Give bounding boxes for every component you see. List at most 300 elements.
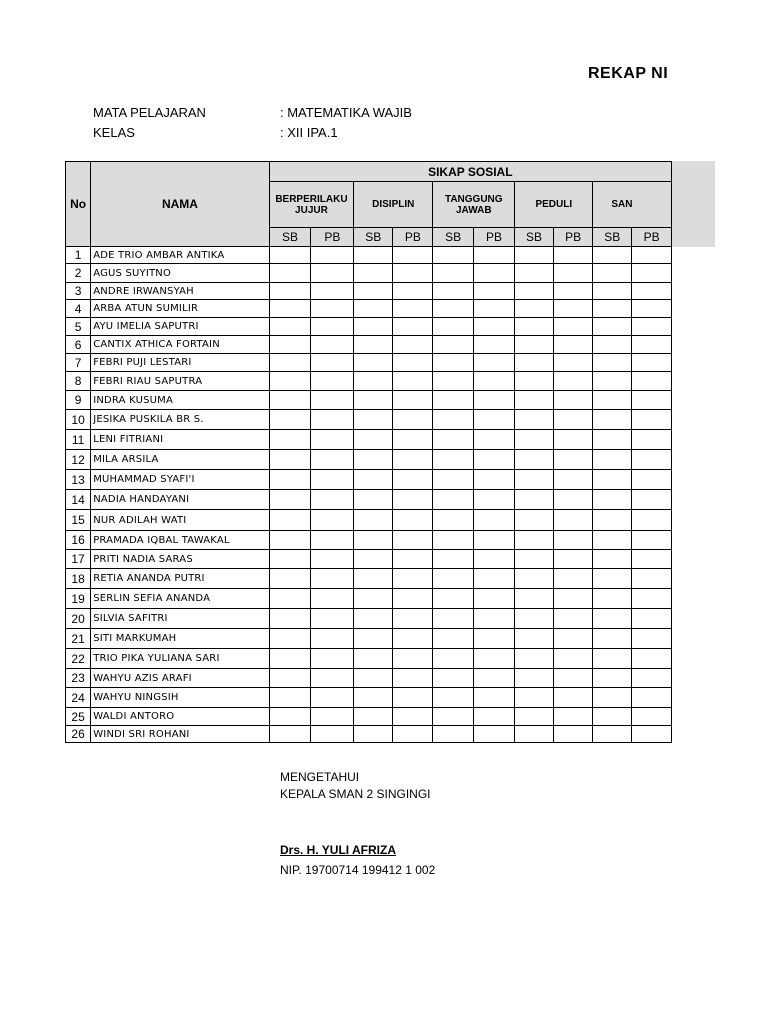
score-cell[interactable] [473, 450, 514, 470]
score-cell[interactable] [433, 550, 473, 569]
score-cell[interactable] [433, 669, 473, 688]
score-cell[interactable] [269, 430, 311, 450]
score-cell[interactable] [433, 569, 473, 589]
table-row [66, 609, 672, 629]
score-cell[interactable] [269, 550, 311, 569]
score-cell[interactable] [473, 300, 514, 318]
score-cell[interactable] [632, 629, 672, 649]
score-cell[interactable] [393, 589, 433, 609]
score-cell[interactable] [553, 688, 592, 708]
score-cell[interactable] [433, 531, 473, 550]
row-number: 10 [66, 410, 91, 430]
table-row [66, 247, 672, 264]
score-cell[interactable] [393, 354, 433, 372]
score-cell[interactable] [311, 531, 354, 550]
score-cell[interactable] [473, 391, 514, 410]
score-cell[interactable] [311, 629, 354, 649]
score-cell[interactable] [354, 569, 393, 589]
score-cell[interactable] [269, 629, 311, 649]
score-cell[interactable] [269, 372, 311, 391]
score-cell[interactable] [311, 726, 354, 743]
score-cell[interactable] [632, 490, 672, 510]
score-cell[interactable] [553, 726, 592, 743]
score-cell[interactable] [433, 649, 473, 669]
score-cell[interactable] [593, 531, 632, 550]
score-cell[interactable] [632, 430, 672, 450]
score-cell[interactable] [433, 372, 473, 391]
score-cell[interactable] [593, 649, 632, 669]
score-cell[interactable] [433, 430, 473, 450]
row-number: 18 [66, 569, 91, 589]
score-cell[interactable] [269, 589, 311, 609]
score-cell[interactable] [553, 550, 592, 569]
score-cell[interactable] [515, 629, 554, 649]
score-cell[interactable] [473, 669, 514, 688]
score-cell[interactable] [433, 589, 473, 609]
score-cell[interactable] [632, 354, 672, 372]
score-cell[interactable] [473, 430, 514, 450]
score-cell[interactable] [593, 629, 632, 649]
score-cell[interactable] [473, 264, 514, 283]
footer-acknowledge: MENGETAHUI [280, 770, 360, 784]
score-cell[interactable] [354, 391, 393, 410]
score-cell[interactable] [311, 410, 354, 430]
score-cell[interactable] [473, 283, 514, 300]
student-name: ANDRE IRWANSYAH [91, 283, 269, 300]
score-cell[interactable] [311, 300, 354, 318]
score-cell[interactable] [473, 609, 514, 629]
score-cell[interactable] [354, 669, 393, 688]
student-name: FEBRI RIAU SAPUTRA [91, 372, 269, 391]
score-cell[interactable] [269, 569, 311, 589]
score-cell[interactable] [269, 354, 311, 372]
row-number: 11 [66, 430, 91, 450]
score-cell[interactable] [553, 450, 592, 470]
row-number: 17 [66, 550, 91, 569]
score-cell[interactable] [593, 470, 632, 490]
score-cell[interactable] [433, 354, 473, 372]
score-cell[interactable] [393, 510, 433, 531]
score-cell[interactable] [473, 708, 514, 726]
score-cell[interactable] [269, 470, 311, 490]
score-cell[interactable] [269, 510, 311, 531]
score-cell[interactable] [354, 490, 393, 510]
score-cell[interactable] [473, 470, 514, 490]
table-row [66, 470, 672, 490]
score-cell[interactable] [433, 318, 473, 336]
score-cell[interactable] [515, 688, 554, 708]
score-cell[interactable] [632, 669, 672, 688]
score-cell[interactable] [433, 726, 473, 743]
score-cell[interactable] [393, 649, 433, 669]
score-cell[interactable] [269, 450, 311, 470]
score-cell[interactable] [632, 726, 672, 743]
score-cell[interactable] [515, 336, 554, 354]
score-cell[interactable] [269, 649, 311, 669]
score-cell[interactable] [593, 391, 632, 410]
score-cell[interactable] [311, 609, 354, 629]
score-cell[interactable] [311, 669, 354, 688]
score-cell[interactable] [473, 629, 514, 649]
score-cell[interactable] [553, 470, 592, 490]
score-cell[interactable] [311, 336, 354, 354]
score-cell[interactable] [632, 318, 672, 336]
score-cell[interactable] [593, 688, 632, 708]
row-number: 7 [66, 354, 91, 372]
score-cell[interactable] [553, 649, 592, 669]
score-cell[interactable] [515, 589, 554, 609]
score-cell[interactable] [433, 629, 473, 649]
score-cell[interactable] [269, 708, 311, 726]
score-cell[interactable] [433, 510, 473, 531]
score-cell[interactable] [632, 470, 672, 490]
score-cell[interactable] [632, 372, 672, 391]
score-cell[interactable] [473, 410, 514, 430]
score-cell[interactable] [311, 649, 354, 669]
score-cell[interactable] [553, 669, 592, 688]
score-cell[interactable] [515, 569, 554, 589]
score-cell[interactable] [393, 609, 433, 629]
student-name: WALDI ANTORO [91, 708, 269, 726]
score-cell[interactable] [311, 283, 354, 300]
score-cell[interactable] [354, 283, 393, 300]
score-cell[interactable] [593, 336, 632, 354]
score-cell[interactable] [433, 300, 473, 318]
score-cell[interactable] [593, 450, 632, 470]
score-cell[interactable] [269, 336, 311, 354]
score-cell[interactable] [473, 336, 514, 354]
score-cell[interactable] [515, 391, 554, 410]
score-cell[interactable] [593, 550, 632, 569]
score-cell[interactable] [393, 531, 433, 550]
score-cell[interactable] [393, 300, 433, 318]
row-number: 20 [66, 609, 91, 629]
header-tanggung-jawab: TANGGUNG JAWAB [433, 182, 515, 228]
score-cell[interactable] [515, 531, 554, 550]
score-cell[interactable] [393, 410, 433, 430]
score-cell[interactable] [593, 708, 632, 726]
score-cell[interactable] [632, 410, 672, 430]
score-cell[interactable] [393, 550, 433, 569]
score-cell[interactable] [515, 410, 554, 430]
score-cell[interactable] [311, 569, 354, 589]
score-cell[interactable] [311, 354, 354, 372]
score-cell[interactable] [269, 300, 311, 318]
score-cell[interactable] [632, 688, 672, 708]
score-cell[interactable] [553, 391, 592, 410]
score-cell[interactable] [632, 283, 672, 300]
score-cell[interactable] [393, 372, 433, 391]
header-no: No [66, 162, 91, 247]
score-cell[interactable] [515, 264, 554, 283]
score-cell[interactable] [473, 550, 514, 569]
score-cell[interactable] [354, 629, 393, 649]
score-cell[interactable] [553, 283, 592, 300]
score-cell[interactable] [515, 372, 554, 391]
score-cell[interactable] [593, 589, 632, 609]
score-cell[interactable] [593, 283, 632, 300]
score-cell[interactable] [354, 300, 393, 318]
score-cell[interactable] [553, 609, 592, 629]
score-cell[interactable] [515, 283, 554, 300]
score-cell[interactable] [433, 609, 473, 629]
score-cell[interactable] [354, 726, 393, 743]
row-number: 8 [66, 372, 91, 391]
score-cell[interactable] [311, 391, 354, 410]
header-pb: PB [311, 228, 354, 247]
score-cell[interactable] [393, 629, 433, 649]
student-name: PRAMADA IQBAL TAWAKAL [91, 531, 269, 550]
score-cell[interactable] [632, 609, 672, 629]
score-cell[interactable] [433, 283, 473, 300]
score-cell[interactable] [632, 450, 672, 470]
score-cell[interactable] [354, 336, 393, 354]
score-cell[interactable] [632, 300, 672, 318]
score-cell[interactable] [433, 688, 473, 708]
score-cell[interactable] [393, 669, 433, 688]
meta-label-subject: MATA PELAJARAN [93, 105, 206, 120]
score-cell[interactable] [269, 318, 311, 336]
score-cell[interactable] [593, 354, 632, 372]
score-cell[interactable] [393, 569, 433, 589]
score-cell[interactable] [433, 450, 473, 470]
row-number: 5 [66, 318, 91, 336]
score-cell[interactable] [269, 609, 311, 629]
score-cell[interactable] [473, 372, 514, 391]
score-cell[interactable] [269, 531, 311, 550]
score-cell[interactable] [593, 300, 632, 318]
score-cell[interactable] [632, 531, 672, 550]
score-cell[interactable] [269, 669, 311, 688]
score-cell[interactable] [515, 354, 554, 372]
score-cell[interactable] [632, 264, 672, 283]
score-cell[interactable] [433, 708, 473, 726]
student-name: MILA ARSILA [91, 450, 269, 470]
score-cell[interactable] [433, 490, 473, 510]
score-cell[interactable] [473, 589, 514, 609]
table-row [66, 688, 672, 708]
score-cell[interactable] [311, 372, 354, 391]
score-cell[interactable] [553, 336, 592, 354]
score-cell[interactable] [269, 391, 311, 410]
score-cell[interactable] [473, 490, 514, 510]
score-cell[interactable] [393, 318, 433, 336]
score-cell[interactable] [632, 589, 672, 609]
score-cell[interactable] [553, 372, 592, 391]
score-cell[interactable] [553, 510, 592, 531]
score-cell[interactable] [593, 569, 632, 589]
score-cell[interactable] [473, 354, 514, 372]
score-cell[interactable] [311, 264, 354, 283]
score-cell[interactable] [354, 318, 393, 336]
score-cell[interactable] [553, 318, 592, 336]
score-cell[interactable] [632, 550, 672, 569]
score-cell[interactable] [354, 550, 393, 569]
header-sb: SB [515, 228, 554, 247]
row-number: 4 [66, 300, 91, 318]
student-name: INDRA KUSUMA [91, 391, 269, 410]
score-cell[interactable] [473, 649, 514, 669]
score-cell[interactable] [515, 726, 554, 743]
score-cell[interactable] [473, 247, 514, 264]
row-number: 9 [66, 391, 91, 410]
header-nama: NAMA [91, 162, 269, 247]
score-cell[interactable] [269, 410, 311, 430]
score-cell[interactable] [311, 550, 354, 569]
score-cell[interactable] [354, 688, 393, 708]
row-number: 22 [66, 649, 91, 669]
score-cell[interactable] [515, 669, 554, 688]
score-cell[interactable] [593, 490, 632, 510]
score-cell[interactable] [354, 430, 393, 450]
score-cell[interactable] [593, 726, 632, 743]
table-row [66, 264, 672, 283]
score-cell[interactable] [553, 629, 592, 649]
score-cell[interactable] [393, 430, 433, 450]
score-cell[interactable] [515, 470, 554, 490]
table-row [66, 669, 672, 688]
score-cell[interactable] [354, 264, 393, 283]
score-cell[interactable] [393, 247, 433, 264]
score-cell[interactable] [393, 490, 433, 510]
score-cell[interactable] [354, 372, 393, 391]
score-cell[interactable] [593, 247, 632, 264]
score-cell[interactable] [515, 649, 554, 669]
score-cell[interactable] [354, 470, 393, 490]
score-cell[interactable] [553, 708, 592, 726]
score-cell[interactable] [354, 649, 393, 669]
row-number: 26 [66, 726, 91, 743]
score-cell[interactable] [354, 354, 393, 372]
score-cell[interactable] [311, 450, 354, 470]
score-cell[interactable] [515, 247, 554, 264]
header-sb: SB [354, 228, 393, 247]
score-cell[interactable] [354, 247, 393, 264]
score-cell[interactable] [354, 531, 393, 550]
score-cell[interactable] [269, 490, 311, 510]
score-cell[interactable] [632, 649, 672, 669]
score-cell[interactable] [393, 708, 433, 726]
score-cell[interactable] [354, 589, 393, 609]
score-cell[interactable] [553, 247, 592, 264]
score-cell[interactable] [553, 589, 592, 609]
score-cell[interactable] [593, 510, 632, 531]
score-cell[interactable] [515, 708, 554, 726]
table-row [66, 283, 672, 300]
score-cell[interactable] [632, 708, 672, 726]
score-cell[interactable] [311, 470, 354, 490]
score-cell[interactable] [553, 490, 592, 510]
score-cell[interactable] [515, 300, 554, 318]
score-cell[interactable] [393, 391, 433, 410]
score-cell[interactable] [515, 490, 554, 510]
score-cell[interactable] [269, 264, 311, 283]
score-cell[interactable] [433, 264, 473, 283]
score-cell[interactable] [311, 247, 354, 264]
score-cell[interactable] [433, 247, 473, 264]
score-cell[interactable] [473, 726, 514, 743]
score-cell[interactable] [593, 430, 632, 450]
score-cell[interactable] [515, 430, 554, 450]
score-cell[interactable] [354, 450, 393, 470]
score-cell[interactable] [515, 550, 554, 569]
score-cell[interactable] [269, 688, 311, 708]
score-cell[interactable] [553, 430, 592, 450]
score-cell[interactable] [632, 569, 672, 589]
score-cell[interactable] [473, 569, 514, 589]
score-cell[interactable] [553, 300, 592, 318]
score-cell[interactable] [311, 318, 354, 336]
score-cell[interactable] [311, 490, 354, 510]
score-cell[interactable] [473, 318, 514, 336]
score-cell[interactable] [515, 609, 554, 629]
score-cell[interactable] [553, 354, 592, 372]
score-cell[interactable] [515, 510, 554, 531]
table-row [66, 589, 672, 609]
score-cell[interactable] [269, 283, 311, 300]
score-cell[interactable] [632, 336, 672, 354]
score-cell[interactable] [433, 470, 473, 490]
score-cell[interactable] [393, 283, 433, 300]
score-cell[interactable] [354, 708, 393, 726]
score-cell[interactable] [632, 391, 672, 410]
score-cell[interactable] [393, 688, 433, 708]
header-santun: SAN [593, 182, 672, 228]
score-cell[interactable] [553, 264, 592, 283]
score-cell[interactable] [473, 531, 514, 550]
score-cell[interactable] [473, 510, 514, 531]
score-cell[interactable] [593, 318, 632, 336]
score-cell[interactable] [269, 726, 311, 743]
score-cell[interactable] [632, 247, 672, 264]
score-cell[interactable] [393, 264, 433, 283]
score-cell[interactable] [593, 264, 632, 283]
score-cell[interactable] [553, 569, 592, 589]
score-cell[interactable] [553, 410, 592, 430]
score-cell[interactable] [311, 688, 354, 708]
row-number: 16 [66, 531, 91, 550]
score-cell[interactable] [393, 726, 433, 743]
score-cell[interactable] [515, 318, 554, 336]
score-cell[interactable] [632, 510, 672, 531]
score-cell[interactable] [593, 669, 632, 688]
score-cell[interactable] [593, 410, 632, 430]
score-cell[interactable] [269, 247, 311, 264]
score-cell[interactable] [393, 470, 433, 490]
score-cell[interactable] [473, 688, 514, 708]
score-cell[interactable] [354, 609, 393, 629]
page-title: REKAP NI [588, 65, 669, 82]
student-name: WAHYU NINGSIH [91, 688, 269, 708]
score-cell[interactable] [593, 372, 632, 391]
score-cell[interactable] [553, 531, 592, 550]
score-cell[interactable] [311, 430, 354, 450]
score-cell[interactable] [311, 510, 354, 531]
score-cell[interactable] [593, 609, 632, 629]
score-cell[interactable] [393, 336, 433, 354]
table-row [66, 531, 672, 550]
score-cell[interactable] [433, 410, 473, 430]
score-cell[interactable] [393, 450, 433, 470]
score-cell[interactable] [354, 510, 393, 531]
score-cell[interactable] [354, 410, 393, 430]
score-cell[interactable] [433, 391, 473, 410]
score-cell[interactable] [433, 336, 473, 354]
score-cell[interactable] [515, 450, 554, 470]
table-row [66, 510, 672, 531]
score-cell[interactable] [311, 589, 354, 609]
score-cell[interactable] [311, 708, 354, 726]
